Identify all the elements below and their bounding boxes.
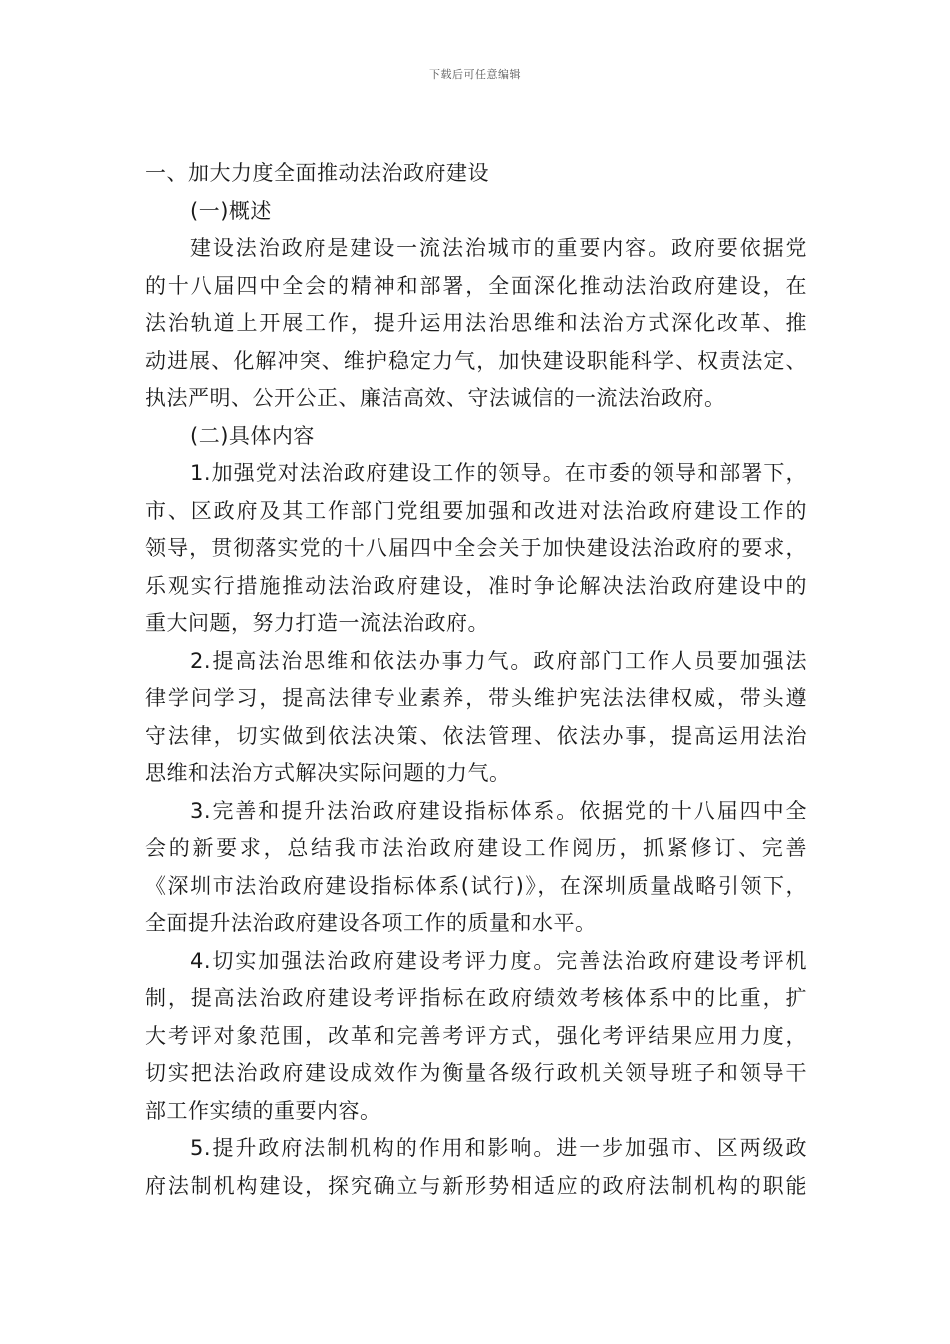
page-header-note: 下载后可任意编辑 — [429, 68, 521, 81]
paragraph-item-2 — [145, 643, 807, 793]
paragraph-line: 3.完善和提升法治政府建设指标体系。依据党的十八届四中全 — [190, 798, 807, 823]
paragraph-line: 律学问学习，提高法律专业素养，带头维护宪法法律权威，带头遵 — [145, 686, 807, 710]
subsection-heading-overview: (一)概述 — [190, 198, 272, 223]
paragraph-line: 全面提升法治政府建设各项工作的质量和水平。 — [145, 911, 597, 935]
paragraph-line: 思维和法治方式解决实际问题的力气。 — [145, 761, 511, 785]
document-body — [145, 155, 807, 1205]
paragraph-item-5 — [145, 1130, 807, 1205]
paragraph-line: 府法制机构建设，探究确立与新形势相适应的政府法制机构的职能 — [145, 1173, 807, 1198]
paragraph-line: 的十八届四中全会的精神和部署，全面深化推动法治政府建设，在 — [145, 273, 807, 298]
paragraph-line: 部工作实绩的重要内容。 — [145, 1098, 382, 1123]
subsection-heading-details: (二)具体内容 — [190, 423, 315, 448]
paragraph-line: 5.提升政府法制机构的作用和影响。进一步加强市、区两级政 — [190, 1136, 807, 1160]
paragraph-line: 守法律，切实做到依法决策、依法管理、依法办事，提高运用法治 — [145, 723, 807, 748]
paragraph-line: 乐观实行措施推动法治政府建设，准时争论解决法治政府建设中的 — [145, 573, 807, 598]
paragraph-line: 《深圳市法治政府建设指标体系(试行)》，在深圳质量战略引领下， — [145, 873, 807, 898]
paragraph-line: 领导，贯彻落实党的十八届四中全会关于加快建设法治政府的要求， — [145, 536, 807, 560]
paragraph-line: 建设法治政府是建设一流法治城市的重要内容。政府要依据党 — [190, 236, 807, 260]
paragraph-line: 法治轨道上开展工作，提升运用法治思维和法治方式深化改革、推 — [145, 311, 807, 335]
paragraph-overview — [145, 230, 807, 418]
paragraph-line: 市、区政府及其工作部门党组要加强和改进对法治政府建设工作的 — [145, 498, 807, 523]
paragraph-item-1 — [145, 455, 807, 643]
paragraph-line: 执法严明、公开公正、廉洁高效、守法诚信的一流法治政府。 — [145, 386, 726, 410]
paragraph-item-4 — [145, 943, 807, 1131]
section-title: 一、加大力度全面推动法治政府建设 — [145, 161, 489, 185]
paragraph-line: 大考评对象范围，改革和完善考评方式，强化考评结果应用力度， — [145, 1023, 807, 1048]
paragraph-line: 2.提高法治思维和依法办事力气。政府部门工作人员要加强法 — [190, 648, 807, 673]
paragraph-line: 重大问题，努力打造一流法治政府。 — [145, 611, 489, 635]
paragraph-line: 制，提高法治政府建设考评指标在政府绩效考核体系中的比重，扩 — [145, 986, 807, 1010]
paragraph-line: 动进展、化解冲突、维护稳定力气，加快建设职能科学、权责法定、 — [145, 348, 807, 373]
paragraph-item-3 — [145, 793, 807, 943]
paragraph-line: 会的新要求，总结我市法治政府建设工作阅历，抓紧修订、完善 — [145, 836, 807, 860]
paragraph-line: 1.加强党对法治政府建设工作的领导。在市委的领导和部署下， — [190, 461, 807, 485]
paragraph-line: 切实把法治政府建设成效作为衡量各级行政机关领导班子和领导干 — [145, 1061, 807, 1085]
paragraph-line: 4.切实加强法治政府建设考评力度。完善法治政府建设考评机 — [190, 948, 807, 973]
